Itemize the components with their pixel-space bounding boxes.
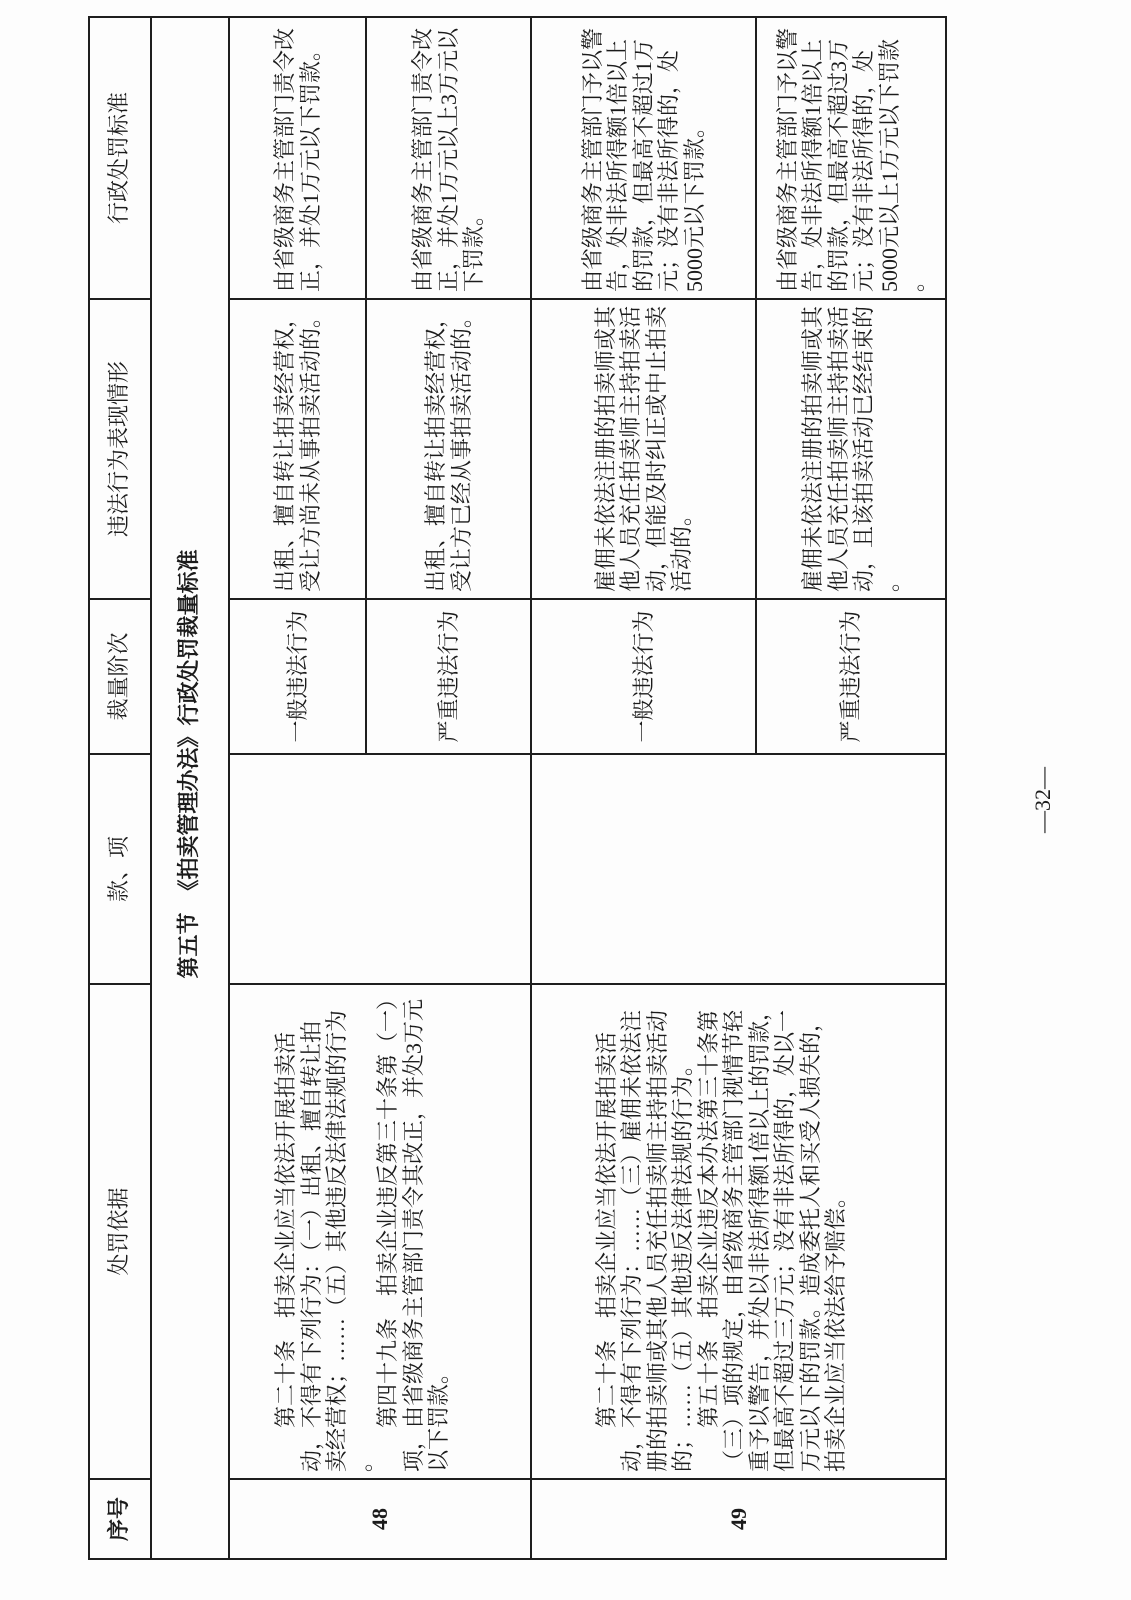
section-title-row <box>151 17 229 1559</box>
penalty-discretion-table <box>88 16 947 1560</box>
text-line: 告，处非法所得额1倍以上 <box>800 38 825 292</box>
violation-behavior-cell <box>756 299 946 599</box>
penalty-standard-cell <box>229 17 366 299</box>
text-line: 第五十条 拍卖企业违反本办法第三十条第 <box>695 1009 721 1428</box>
text-line: 重予以警告，并处以非法所得额1倍以上的罚款， <box>746 998 772 1472</box>
text-line: 第二十条 拍卖企业应当依法开展拍卖活 <box>273 1031 299 1428</box>
text-line: 元；没有非法所得的，处 <box>851 49 876 292</box>
row-number: 49 <box>531 1479 946 1559</box>
text-line: 告，处非法所得额1倍以上 <box>605 38 631 292</box>
violation-behavior-cell <box>366 299 531 599</box>
clause-item-cell <box>229 754 531 984</box>
text-line: 。 <box>902 269 927 292</box>
text-line: 5000元以下罚款。 <box>681 115 707 292</box>
text-line: 卖经营权；……（五）其他违反法律法规的行为 <box>324 1009 350 1472</box>
text-line: 。 <box>349 1449 375 1472</box>
text-line: 下罚款。 <box>461 203 487 292</box>
header-seq: 序号 <box>89 1479 151 1559</box>
header-level: 裁量阶次 <box>89 599 151 754</box>
text-line: 万元以下的罚款。造成委托人和买受人损失的， <box>797 1009 823 1472</box>
text-line: 他人员充任拍卖师主持拍卖活 <box>618 305 643 592</box>
page-number: —32— <box>1030 767 1055 833</box>
text-line: （三）项的规定，由省级商务主管部门视情节轻 <box>721 1009 746 1472</box>
penalty-basis-cell <box>531 984 946 1479</box>
text-line: 受让方已经从事拍卖活动的。 <box>448 305 474 592</box>
text-line: 册的拍卖师或其他人员充任拍卖师主持拍卖活动 <box>644 1009 670 1472</box>
text-line: 由省级商务主管部门予以警 <box>579 27 605 292</box>
table-row <box>229 17 366 1559</box>
header-behavior: 违法行为表现情形 <box>89 299 151 599</box>
penalty-standard-cell <box>756 17 946 299</box>
text-line: 受让方尚未从事拍卖活动的。 <box>297 305 323 592</box>
text-line: 雇佣未依法注册的拍卖师或其 <box>592 305 618 592</box>
table-header-row <box>89 17 151 1559</box>
text-line: 雇佣未依法注册的拍卖师或其 <box>800 305 825 592</box>
text-line: 出租、擅自转让拍卖经营权， <box>423 305 448 592</box>
violation-behavior-cell <box>531 299 756 599</box>
clause-item-cell <box>531 754 946 984</box>
table-body <box>151 17 946 1559</box>
table-row <box>531 17 756 1559</box>
text-line: 5000元以上1万元以下罚款 <box>876 38 902 292</box>
text-line: 动，且该拍卖活动已经结束的 <box>851 305 876 592</box>
text-line: 活动的。 <box>669 503 694 592</box>
text-line: 的罚款，但最高不超过1万 <box>630 38 656 292</box>
text-line: 由省级商务主管部门予以警 <box>774 27 800 292</box>
header-clause: 款、项 <box>89 754 151 984</box>
text-line: 但最高不超过三万元；没有非法所得的，处以一 <box>772 1009 797 1472</box>
text-line: 他人员充任拍卖师主持拍卖活 <box>825 305 851 592</box>
text-line: 动，但能及时纠正或中止拍卖 <box>643 305 669 592</box>
penalty-standard-cell <box>531 17 756 299</box>
text-line: 项，由省级商务主管部门责令其改正，并处3万元 <box>400 998 426 1472</box>
discretion-level-cell: 严重违法行为 <box>366 599 531 754</box>
text-line: 由省级商务主管部门责令改 <box>410 27 436 292</box>
text-line: 动，不得有下列行为：……（三）雇佣未依法注 <box>619 1009 644 1472</box>
text-line: 由省级商务主管部门责令改 <box>272 27 297 292</box>
header-basis: 处罚依据 <box>89 984 151 1479</box>
text-line: 第四十九条 拍卖企业违反第三十条第（一） <box>375 987 401 1428</box>
text-line: 的罚款，但最高不超过3万 <box>825 38 851 292</box>
penalty-standard-cell <box>366 17 531 299</box>
text-line: 第二十条 拍卖企业应当依法开展拍卖活 <box>593 1031 619 1428</box>
text-line: 元；没有非法所得的，处 <box>656 49 682 292</box>
discretion-level-cell: 严重违法行为 <box>756 599 946 754</box>
discretion-level-cell: 一般违法行为 <box>531 599 756 754</box>
row-number: 48 <box>229 1479 531 1559</box>
violation-behavior-cell <box>229 299 366 599</box>
text-line: 动，不得有下列行为：（一）出租、擅自转让拍 <box>298 1020 324 1472</box>
header-standard: 行政处罚标准 <box>89 17 151 299</box>
table-head <box>89 17 151 1559</box>
text-line: 正，并处1万元以下罚款。 <box>297 38 323 292</box>
text-line: 正，并处1万元以上3万元以 <box>435 27 461 292</box>
discretion-level-cell: 一般违法行为 <box>229 599 366 754</box>
section-title: 第五节 《拍卖管理办法》行政处罚裁量标准 <box>151 17 229 1559</box>
text-line: 。 <box>876 569 902 592</box>
text-line: 拍卖企业应当依法给予赔偿。 <box>823 1185 848 1472</box>
text-line: 的；……（五）其他违反法律法规的行为。 <box>670 1053 695 1472</box>
penalty-basis-cell <box>229 984 531 1479</box>
text-line: 以下罚款。 <box>426 1361 452 1472</box>
text-line: 出租、擅自转让拍卖经营权， <box>272 305 297 592</box>
